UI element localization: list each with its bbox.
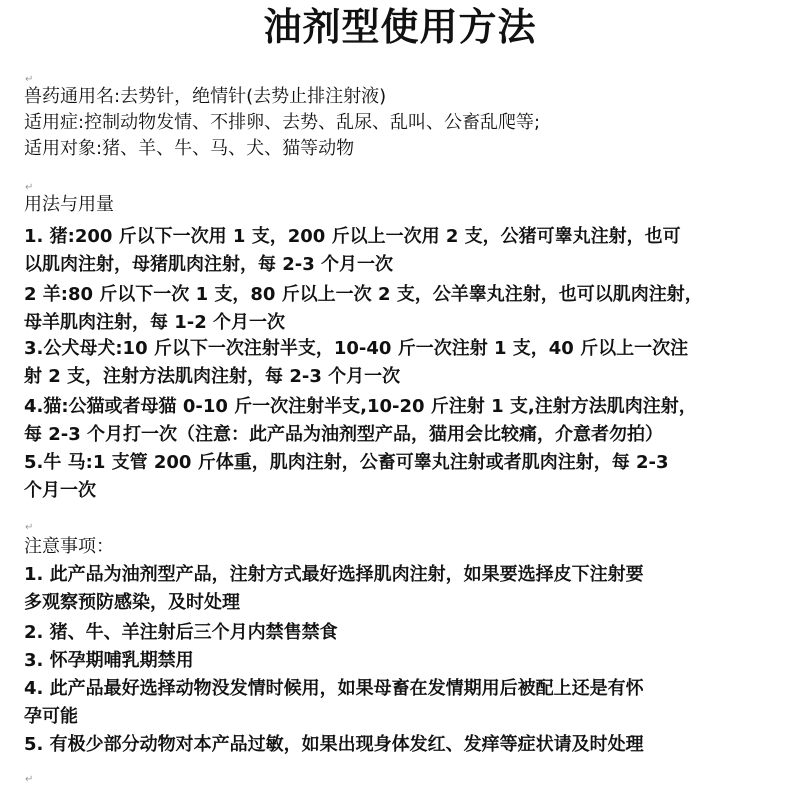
- empty-line: ↵: [25, 182, 34, 193]
- note-line: 2. 猪、牛、羊注射后三个月内禁售禁食: [24, 622, 338, 643]
- usage-line: 射 2 支，注射方法肌肉注射，每 2-3 个月一次: [24, 366, 401, 387]
- usage-line: 4.猫:公猫或者母猫 0-10 斤一次注射半支,10-20 斤注射 1 支,注射方法肌肉注射，: [24, 396, 697, 417]
- empty-line: ↵: [25, 522, 34, 533]
- note-line: 3. 怀孕期哺乳期禁用: [24, 650, 194, 671]
- note-line: 多观察预防感染，及时处理: [24, 592, 240, 613]
- usage-line: 3.公犬母犬:10 斤以下一次注射半支，10-40 斤一次注射 1 支，40 斤以上一次注: [24, 338, 689, 359]
- usage-line: 5.牛 马:1 支管 200 斤体重，肌肉注射，公畜可睾丸注射或者肌肉注射，每 2-3: [24, 452, 669, 473]
- drug-name-line: 兽药通用名:去势针，绝情针(去势止排注射液): [24, 86, 387, 107]
- note-line: 1. 此产品为油剂型产品，注射方式最好选择肌肉注射，如果要选择皮下注射要: [24, 564, 644, 585]
- usage-line: 以肌肉注射，母猪肌肉注射，每 2-3 个月一次: [24, 254, 394, 275]
- usage-line: 个月一次: [24, 480, 96, 501]
- document-title: 油剂型使用方法: [263, 5, 537, 49]
- note-line: 孕可能: [24, 706, 78, 727]
- empty-line: ↵: [25, 74, 34, 85]
- empty-line: ↵: [25, 774, 34, 785]
- usage-line: 2 羊:80 斤以下一次 1 支，80 斤以上一次 2 支，公羊睾丸注射，也可以肌肉注射，: [24, 284, 703, 305]
- indication-line: 适用症:控制动物发情、不排卵、去势、乱尿、乱叫、公畜乱爬等;: [24, 112, 541, 133]
- target-animals-line: 适用对象:猪、羊、牛、马、犬、猫等动物: [24, 138, 355, 159]
- usage-line: 每 2-3 个月打一次（注意：此产品为油剂型产品，猫用会比较痛，介意者勿拍）: [24, 424, 664, 445]
- note-line: 5. 有极少部分动物对本产品过敏，如果出现身体发红、发痒等症状请及时处理: [24, 734, 644, 755]
- notes-heading: 注意事项：: [24, 536, 114, 557]
- usage-heading: 用法与用量: [24, 194, 114, 215]
- usage-line: 母羊肌肉注射，每 1-2 个月一次: [24, 312, 286, 333]
- note-line: 4. 此产品最好选择动物没发情时候用，如果母畜在发情期用后被配上还是有怀: [24, 678, 644, 699]
- usage-line: 1. 猪:200 斤以下一次用 1 支，200 斤以上一次用 2 支，公猪可睾丸注射，也可: [24, 226, 681, 247]
